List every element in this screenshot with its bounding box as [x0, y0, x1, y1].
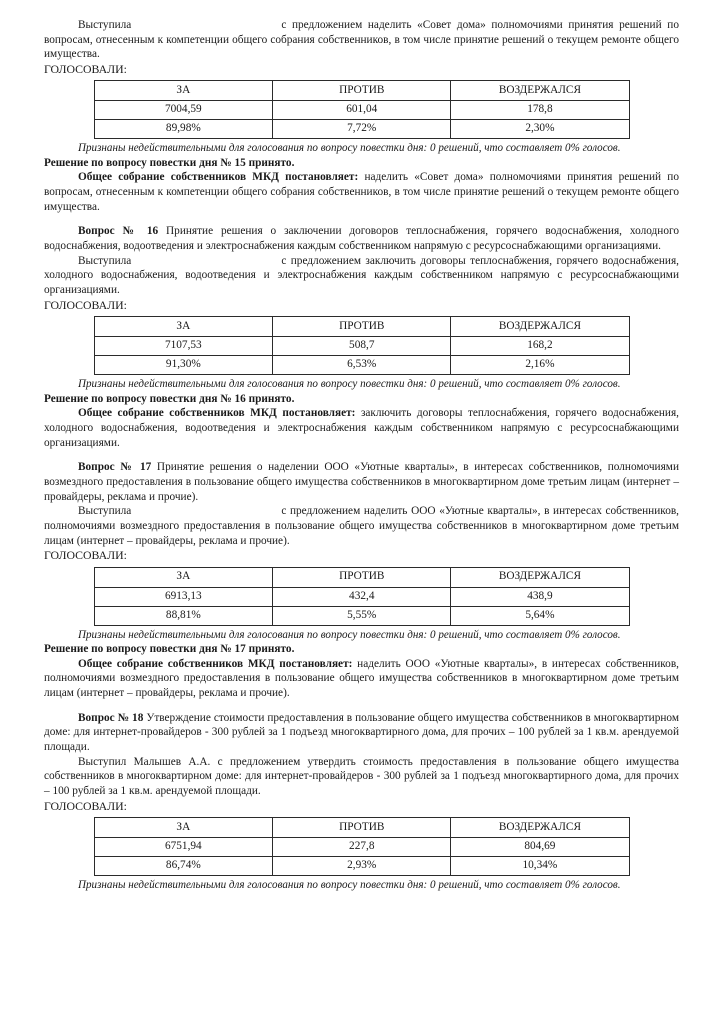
voted-label-q18: ГОЛОСОВАЛИ:	[44, 798, 127, 813]
table-row	[94, 356, 629, 375]
paragraph-text: с предложением наделить «Совет дома» полномочиями принятия решений по вопросам, отнесенным к компетенции общего собрания собственников, в том числе принятие решений о текущем ремонте общего имущества.	[44, 19, 679, 61]
cell-for-value: 6751,94	[94, 838, 273, 857]
header-for: ЗА	[94, 81, 273, 101]
cell-abstained-percent: 2,30%	[451, 120, 629, 139]
table-row	[94, 101, 629, 120]
voted-label-q17: ГОЛОСОВАЛИ:	[44, 548, 127, 563]
resolution-q15	[44, 170, 679, 214]
paragraph-q15-speaker	[44, 18, 679, 62]
cell-abstained-percent: 2,16%	[451, 356, 629, 375]
cell-abstained-percent: 5,64%	[451, 606, 629, 625]
cell-abstained-value: 804,69	[451, 838, 629, 857]
question-number-16: Вопрос № 16	[78, 225, 159, 238]
cell-against-value: 227,8	[273, 838, 451, 857]
decision-q16: Решение по вопросу повестки дня № 16 принято.	[44, 392, 295, 405]
paragraph-q17-speaker	[44, 504, 679, 548]
table-row	[94, 857, 629, 876]
question-number-17: Вопрос № 17	[78, 461, 152, 474]
paragraph-text: с предложением наделить ООО «Уютные кварталы», в интересах собственников, полномочиями возмездного предоставления в пользование общего имущества собственников в многоквартирном доме третьим лицам (интернет – провайдеры, реклама и прочие).	[44, 505, 679, 547]
table-row	[94, 606, 629, 625]
vote-table-q16	[94, 316, 630, 375]
resolution-text: заключить договоры теплоснабжения, горячего водоснабжения, холодного водоснабжения, водоотведения и электроснабжения каждым собственником напрямую с ресурсоснабжающими организациями.	[44, 407, 679, 449]
question-text-17: Принятие решения о наделении ООО «Уютные кварталы», в интересах собственников, полномочиями возмездного предоставления в пользование общего имущества собственников в многоквартирном доме третьим лицам (интернет – провайдеры, реклама и прочие).	[44, 461, 679, 503]
question-title-16	[44, 224, 679, 253]
header-against: ПРОТИВ	[273, 81, 451, 101]
vote-table-q15	[94, 80, 630, 139]
paragraph-q16-speaker	[44, 254, 679, 298]
paragraph-text: с предложением заключить договоры теплоснабжения, горячего водоснабжения, холодного водоснабжения, водоотведения и электроснабжения каждым собственником напрямую с ресурсоснабжающими организациями.	[44, 254, 679, 297]
cell-for-percent: 86,74%	[94, 857, 273, 876]
table-header-row	[94, 317, 629, 337]
table-row	[94, 120, 629, 139]
cell-for-value: 7107,53	[94, 337, 273, 356]
header-against: ПРОТИВ	[273, 818, 451, 838]
header-against: ПРОТИВ	[273, 317, 451, 337]
speaker-label: Выступила	[78, 254, 132, 267]
cell-for-percent: 89,98%	[94, 120, 273, 139]
invalid-note-q15: Признаны недействительными для голосования по вопросу повестки дня: 0 решений, что составляет 0% голосов.	[78, 142, 621, 155]
table-header-row	[94, 567, 629, 587]
header-abstained: ВОЗДЕРЖАЛСЯ	[451, 317, 629, 337]
speaker-label: Выступила	[78, 19, 132, 31]
cell-against-value: 432,4	[273, 587, 451, 606]
cell-against-value: 601,04	[273, 101, 451, 120]
table-header-row	[94, 818, 629, 838]
header-for: ЗА	[94, 317, 273, 337]
invalid-note-q16: Признаны недействительными для голосования по вопросу повестки дня: 0 решений, что составляет 0% голосов.	[78, 378, 621, 391]
voted-label-q16: ГОЛОСОВАЛИ:	[44, 297, 127, 312]
header-abstained: ВОЗДЕРЖАЛСЯ	[451, 81, 629, 101]
question-number-18: Вопрос № 18	[78, 711, 144, 724]
header-for: ЗА	[94, 818, 273, 838]
cell-for-percent: 88,81%	[94, 606, 273, 625]
cell-abstained-percent: 10,34%	[451, 857, 629, 876]
cell-against-percent: 5,55%	[273, 606, 451, 625]
table-row	[94, 587, 629, 606]
resolution-lead: Общее собрание собственников МКД постановляет:	[78, 171, 359, 184]
question-title-17	[44, 460, 679, 504]
resolution-text: наделить ООО «Уютные кварталы», в интересах собственников, полномочиями возмездного предоставления в пользование общего имущества собственников в многоквартирном доме третьим лицам (интернет – провайдеры, реклама и прочие).	[44, 657, 679, 700]
resolution-text: наделить «Совет дома» полномочиями принятия решений по вопросам, отнесенным к компетенции общего собрания собственников, в том числе принятие решений о текущем ремонте общего имущества.	[44, 171, 680, 213]
cell-for-value: 6913,13	[94, 587, 273, 606]
paragraph-q18-speaker: Выступил Малышев А.А. с предложением утвердить стоимость предоставления в пользование общего имущества собственников в многоквартирном доме: для интернет-провайдеров - 300 рублей за 1 подъезд многоквартирного дома, для прочих – 100 рублей за 1 кв.м. арендуемой площади.	[44, 755, 679, 798]
decision-q17: Решение по вопросу повестки дня № 17 принято.	[44, 643, 295, 656]
vote-table-q17	[94, 567, 630, 626]
decision-q15: Решение по вопросу повестки дня № 15 принято.	[44, 156, 295, 169]
voted-label-q15: ГОЛОСОВАЛИ:	[44, 62, 127, 77]
question-title-18	[44, 711, 679, 755]
question-text-18: Утверждение стоимости предоставления в пользование общего имущества собственников в многоквартирном доме: для интернет-провайдеров - 300 рублей за 1 подъезд многоквартирного дома, для прочих – 100 рублей за 1 кв.м. арендуемой площади.	[44, 711, 679, 754]
cell-for-percent: 91,30%	[94, 356, 273, 375]
resolution-lead: Общее собрание собственников МКД постановляет:	[78, 657, 353, 670]
resolution-lead: Общее собрание собственников МКД постановляет:	[78, 407, 356, 420]
cell-against-percent: 6,53%	[273, 356, 451, 375]
header-abstained: ВОЗДЕРЖАЛСЯ	[451, 567, 629, 587]
header-against: ПРОТИВ	[273, 567, 451, 587]
cell-against-percent: 2,93%	[273, 857, 451, 876]
resolution-q16	[44, 406, 679, 450]
table-row	[94, 337, 629, 356]
invalid-note-q17: Признаны недействительными для голосования по вопросу повестки дня: 0 решений, что составляет 0% голосов.	[78, 628, 621, 641]
vote-table-q18	[94, 817, 630, 876]
cell-against-percent: 7,72%	[273, 120, 451, 139]
cell-against-value: 508,7	[273, 337, 451, 356]
cell-abstained-value: 178,8	[451, 101, 629, 120]
cell-abstained-value: 438,9	[451, 587, 629, 606]
header-for: ЗА	[94, 567, 273, 587]
table-header-row	[94, 81, 629, 101]
table-row	[94, 838, 629, 857]
cell-for-value: 7004,59	[94, 101, 273, 120]
resolution-q17	[44, 657, 679, 701]
header-abstained: ВОЗДЕРЖАЛСЯ	[451, 818, 629, 838]
question-text-16: Принятие решения о заключении договоров теплоснабжения, горячего водоснабжения, холодного водоснабжения, водоотведения и электроснабжения каждым собственником напрямую с ресурсоснабжающими организациями.	[44, 225, 679, 253]
cell-abstained-value: 168,2	[451, 337, 629, 356]
invalid-note-q18: Признаны недействительными для голосования по вопросу повестки дня: 0 решений, что составляет 0% голосов.	[78, 879, 621, 892]
speaker-label: Выступила	[78, 505, 132, 518]
